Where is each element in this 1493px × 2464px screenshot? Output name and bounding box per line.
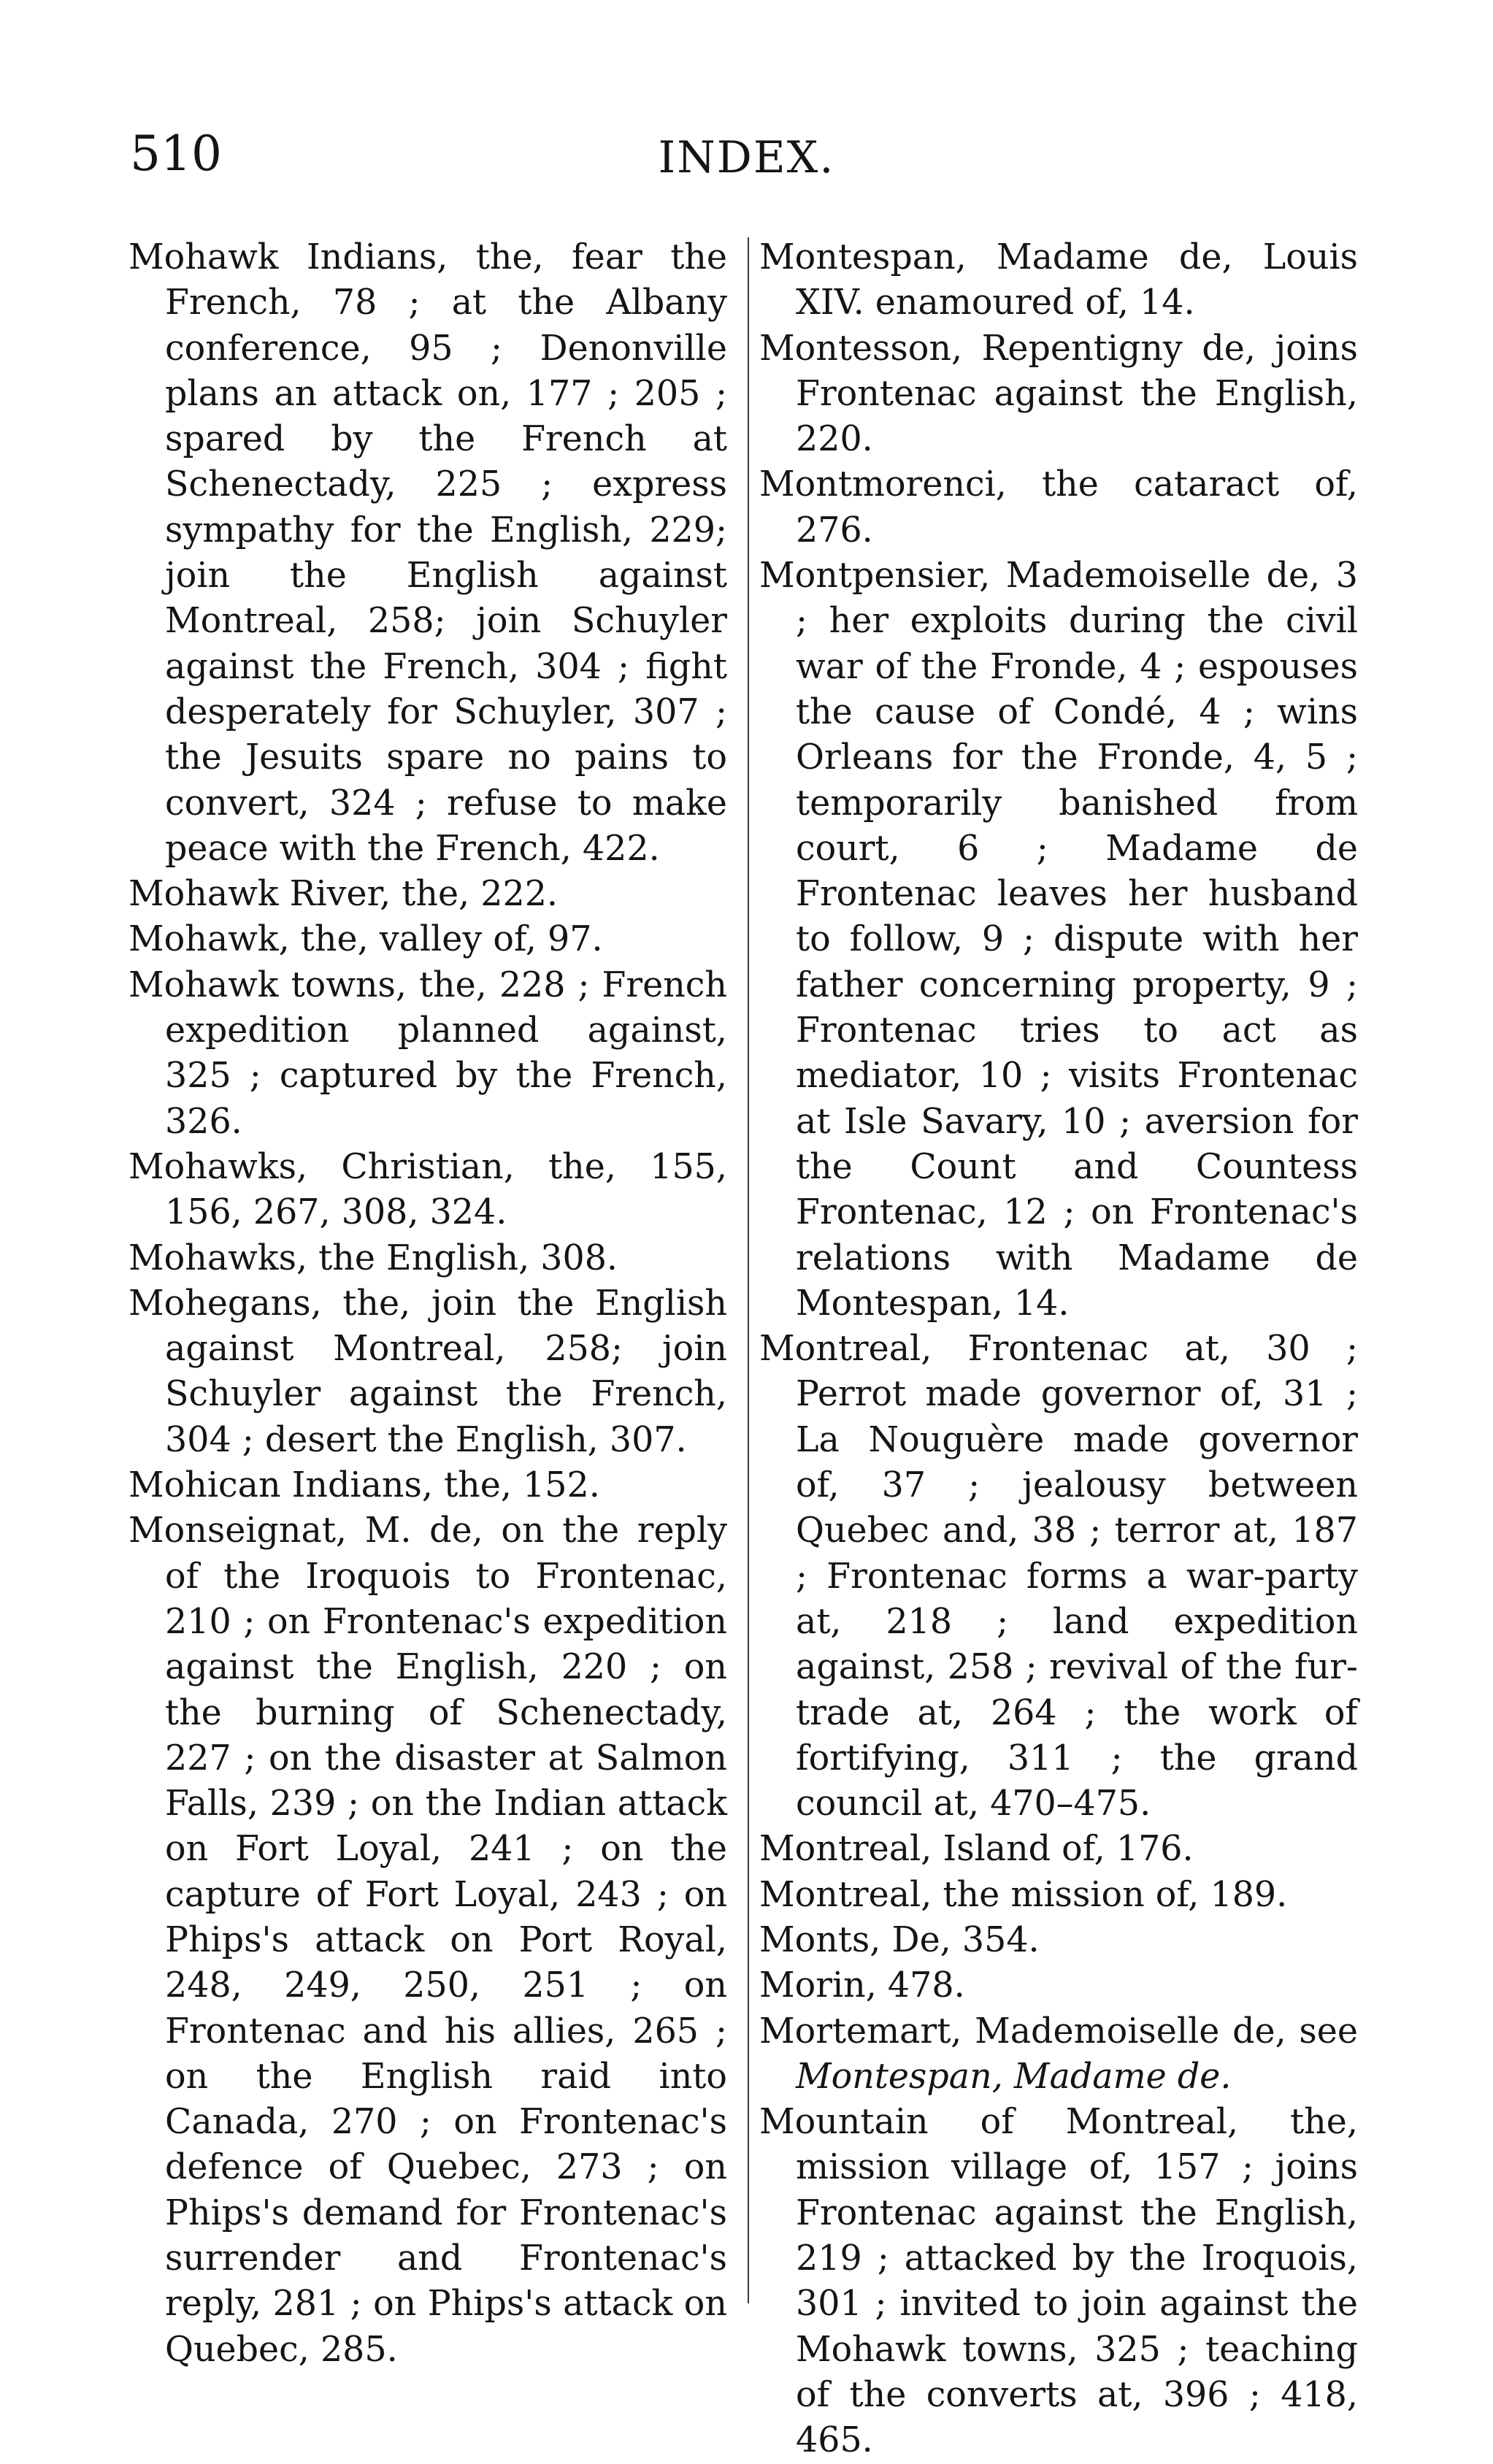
index-entry: Montreal, Frontenac at, 30 ; Perrot made governor of, 31 ; La Nouguère made governor of, 37 ; jealousy between Quebec and, 38 ; terror at, 187 ; Frontenac forms a war-party at, 218 ; land expedition against, 258 ; revival of the fur-trade at, 264 ; the work of fortifying, 311 ; the grand council at, 470–475. xyxy=(759,1329,1358,1824)
index-entry: Montpensier, Mademoiselle de, 3 ; her exploits during the civil war of the Fronde, 4 ; espouses the cause of Condé, 4 ; wins Orleans for the Fronde, 4, 5 ; temporarily banished from court, 6 ; Madame de Frontenac leaves her husband to follow, 9 ; dispute with her father concerning property, 9 ; Frontenac tries to act as mediator, 10 ; visits Frontenac at Isle Savary, 10 ; aversion for the Count and Countess Frontenac, 12 ; on Frontenac's relations with Madame de Montespan, 14. xyxy=(759,556,1358,1324)
entry-heading: Mortemart, Mademoiselle de, see xyxy=(759,2011,1358,2052)
column-divider xyxy=(748,237,749,2303)
page-number: 510 xyxy=(130,126,222,182)
index-entry: Morin, 478. xyxy=(759,1965,965,2006)
running-head: INDEX. xyxy=(658,132,835,183)
page-header xyxy=(0,126,1493,196)
index-entry: Mohawk Indians, the, fear the French, 78 ; at the Albany conference, 95 ; Denonville plans an attack on, 177 ; 205 ; spared by the French at Schenectady, 225 ; express sympathy for the English, 229; join the English against Montreal, 258; join Schuyler against the French, 304 ; fight desperately for Schuyler, 307 ; the Jesuits spare no pains to convert, 324 ; refuse to make peace with the French, 422. xyxy=(128,237,727,869)
index-entry: Montreal, Island of, 176. xyxy=(759,1829,1194,1870)
index-entry: Mohican Indians, the, 152. xyxy=(128,1465,600,1506)
index-entry: Mountain of Montreal, the, mission village of, 157 ; joins Frontenac against the English, 219 ; attacked by the Iroquois, 301 ; invited to join against the Mohawk towns, 325 ; teaching of the converts at, 396 ; 418, 465. xyxy=(759,2102,1358,2461)
index-entry: Mohawks, the English, 308. xyxy=(128,1237,618,1278)
index-entry: Monts, De, 354. xyxy=(759,1919,1040,1960)
index-entry: Mohegans, the, join the English against Montreal, 258; join Schuyler against the French, 304 ; desert the English, 307. xyxy=(128,1283,727,1460)
right-column xyxy=(759,235,1358,2464)
index-entry: Mohawk River, the, 222. xyxy=(128,874,559,915)
see-reference: Montespan, Madame de. xyxy=(796,2056,1232,2097)
index-entry: Montmorenci, the cataract of, 276. xyxy=(759,464,1358,550)
index-entry: Mohawk, the, valley of, 97. xyxy=(128,919,603,960)
index-entry: Mohawk towns, the, 228 ; French expedition planned against, 325 ; captured by the French, 326. xyxy=(128,964,727,1142)
index-entry: Montespan, Madame de, Louis XIV. enamoured of, 14. xyxy=(759,237,1358,323)
left-column xyxy=(128,235,727,2373)
index-entry: Montesson, Repentigny de, joins Frontenac against the English, 220. xyxy=(759,328,1358,460)
index-entry-cross-reference xyxy=(759,2009,1358,2100)
index-entry: Mohawks, Christian, the, 155, 156, 267, 308, 324. xyxy=(128,1146,727,1233)
index-entry: Montreal, the mission of, 189. xyxy=(759,1874,1288,1915)
index-entry: Monseignat, M. de, on the reply of the Iroquois to Frontenac, 210 ; on Frontenac's expedition against the English, 220 ; on the burning of Schenectady, 227 ; on the disaster at Salmon Falls, 239 ; on the Indian attack on Fort Loyal, 241 ; on the capture of Fort Loyal, 243 ; on Phips's attack on Port Royal, 248, 249, 250, 251 ; on Frontenac and his allies, 265 ; on the English raid into Canada, 270 ; on Frontenac's defence of Quebec, 273 ; on Phips's demand for Frontenac's surrender and Frontenac's reply, 281 ; on Phips's attack on Quebec, 285. xyxy=(128,1511,727,2370)
